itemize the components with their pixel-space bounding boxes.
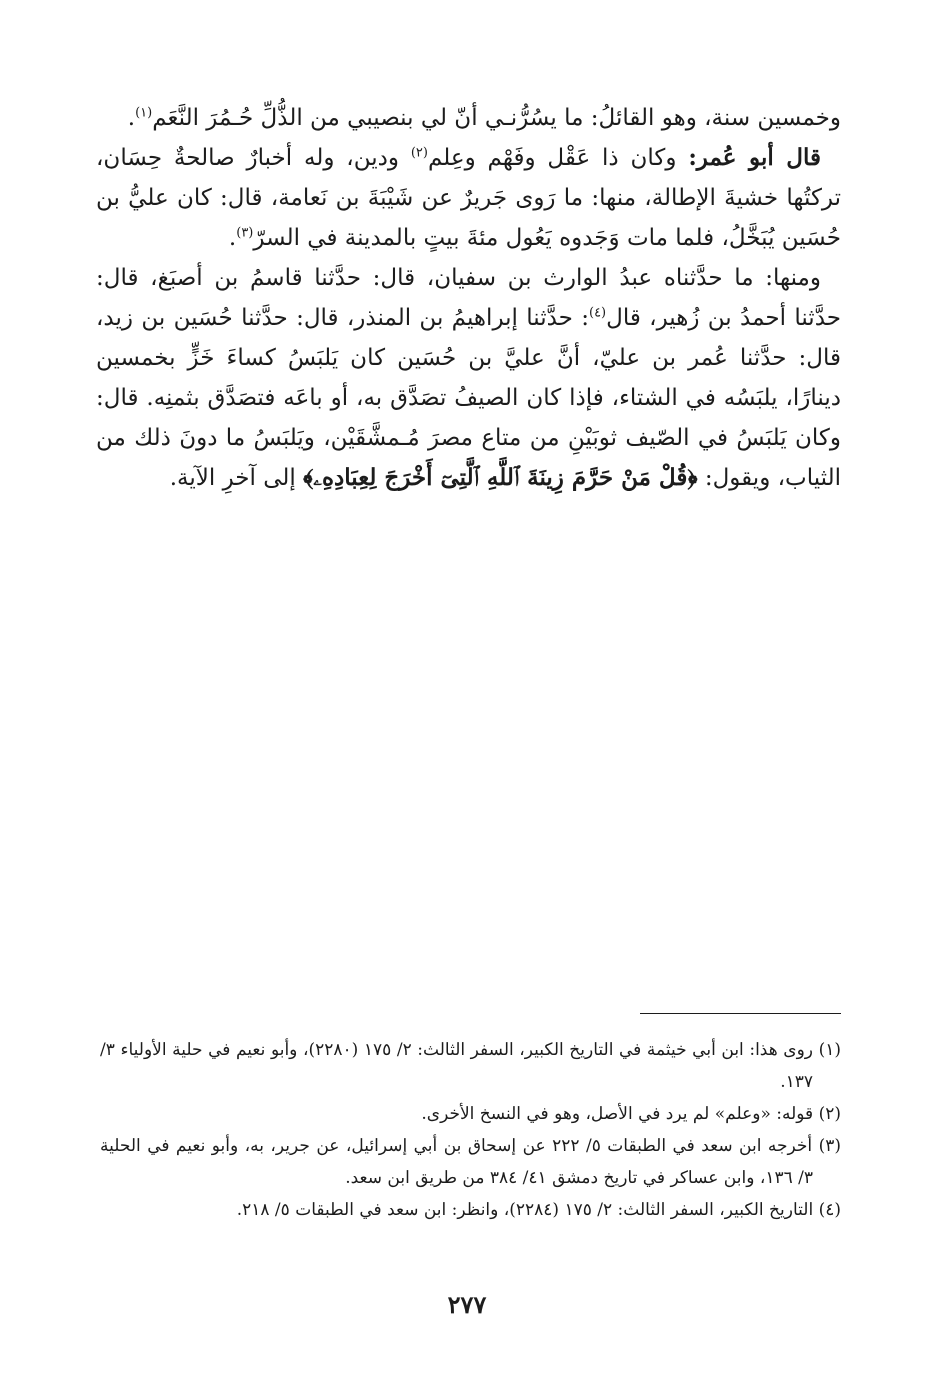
footnote-ref-3: (٣): [236, 225, 254, 241]
paragraph-3-part1: ومنها: ما حدَّثناه عبدُ الوارث بن سفيان، قال: حدَّثنا قاسمُ بن أصبَغ، قال: حدَّثنا أحمدُ بن زُهير، قال: [96, 265, 841, 331]
page-number: ٢٧٧: [447, 1290, 487, 1319]
footnote-ref-2: (٢): [410, 145, 428, 161]
paragraph-2-lead: قال أبو عُمر:: [688, 144, 821, 171]
paragraph-1-text: وخمسين سنة، وهو القائلُ: ما يسُرُّنـي أنّ لي بنصيبي من الذُّلِّ حُـمُرَ النَّعَم: [152, 105, 841, 131]
paragraph-2-tail: ودين، وله أخبارٌ صالحةٌ حِسَان، تركتُها خشيةَ الإطالة، منها: ما رَوى جَريرٌ عن شَيْبَةَ بن نَعامة، قال: كان عليُّ بن حُسَين يُبَخَّلُ، فلما مات وَجَدوه يَعُول مئةَ بيتٍ بالمدينة في السرّ: [96, 145, 841, 251]
paragraph-1: [96, 98, 841, 138]
main-text-block: [96, 98, 841, 498]
paragraph-1-tail: .: [127, 105, 136, 131]
footnote-3: (٣) أخرجه ابن سعد في الطبقات ٥/ ٢٢٢ عن إسحاق بن أبي إسرائيل، عن جرير، به، وأبو نعيم في الحلية ٣/ ١٣٦، وابن عساكر في تاريخ دمشق ٤١/ ٣٨٤ من طريق ابن سعد.: [100, 1136, 841, 1188]
footnote-4: (٤) التاريخ الكبير، السفر الثالث: ٢/ ١٧٥ (٢٢٨٤)، وانظر: ابن سعد في الطبقات ٥/ ٢١٨.: [236, 1200, 841, 1220]
footnotes-block: [100, 1034, 841, 1226]
footnote-2: (٢) قوله: «وعلم» لم يرد في الأصل، وهو في النسخ الأخرى.: [421, 1104, 841, 1124]
paragraph-2: [96, 138, 841, 258]
quran-verse: ﴿قُلْ مَنْ حَرَّمَ زِينَةَ ٱللَّهِ ٱلَّتِىٓ أَخْرَجَ لِعِبَادِهِۦ﴾: [303, 464, 698, 491]
paragraph-3-part3: إلى آخرِ الآية.: [169, 465, 304, 491]
paragraph-3-part2: : حدَّثنا إبراهيمُ بن المنذر، قال: حدَّثنا حُسَين بن زيد، قال: حدَّثنا عُمر بن عليّ، أنَّ عليَّ بن حُسَين كان يَلبَسُ كساءَ خَزٍّ بخمسين دينارًا، يلبَسُه في الشتاء، فإذا كان الصيفُ تصَدَّق به، أو باعَه فتصَدَّق بثمنِه. قال: وكان يَلبَسُ في الصّيف ثوبَيْنِ من متاع مصرَ مُـمشَّقَيْن، ويَلبَسُ ما دونَ ذلك من الثياب، ويقول:: [96, 305, 841, 491]
footnote-1: (١) روى هذا: ابن أبي خيثمة في التاريخ الكبير، السفر الثالث: ٢/ ١٧٥ (٢٢٨٠)، وأبو نعيم في حلية الأولياء ٣/ ١٣٧.: [100, 1040, 841, 1092]
footnote-ref-1: (١): [135, 105, 153, 121]
footnote-ref-4: (٤): [588, 305, 607, 321]
paragraph-3: [96, 258, 841, 498]
footnote-divider: [640, 1013, 841, 1014]
paragraph-2-tail2: .: [228, 225, 237, 251]
paragraph-2-text: وكان ذا عَقْل وفَهْم وعِلم: [427, 145, 689, 171]
